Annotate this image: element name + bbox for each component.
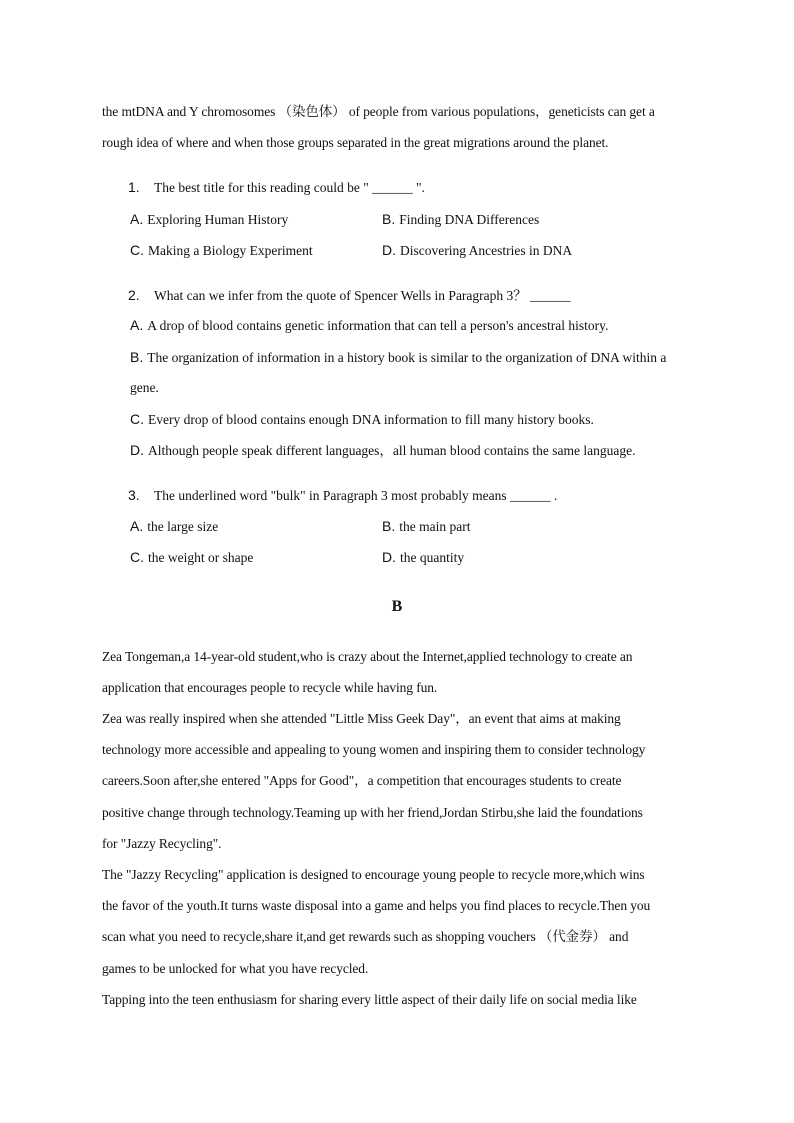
section-b-line: Zea was really inspired when she attended "Little Miss Geek Day"，an event that aims at making: [102, 711, 621, 726]
question-1-option-b: B. Finding DNA Differences: [382, 211, 540, 227]
section-b-line: the favor of the youth.It turns waste disposal into a game and helps you find places to recycle.Then you: [102, 898, 651, 913]
question-3-stem: [128, 486, 557, 505]
section-b-line: application that encourages people to recycle while having fun.: [102, 680, 438, 695]
section-b-line: for "Jazzy Recycling".: [102, 836, 222, 851]
section-b-line: Tapping into the teen enthusiasm for sharing every little aspect of their daily life on social media like: [102, 992, 637, 1007]
question-2-text: What can we infer from the quote of Spencer Wells in Paragraph 3？ ______: [154, 288, 571, 303]
question-1-stem: [128, 178, 425, 197]
question-3-option-b: B. the main part: [382, 518, 471, 534]
section-b-line: scan what you need to recycle,share it,and get rewards such as shopping vouchers （代金券） and: [102, 929, 629, 944]
passage-a-line-2: rough idea of where and when those groups separated in the great migrations around the planet.: [102, 135, 609, 150]
question-1-number: 1.: [128, 179, 140, 195]
question-2-number: 2.: [128, 287, 140, 303]
question-3-option-d: D. the quantity: [382, 549, 465, 565]
question-2-option-a: A. A drop of blood contains genetic information that can tell a person's ancestral history.: [130, 317, 609, 333]
section-b-line: games to be unlocked for what you have recycled.: [102, 961, 369, 976]
section-b-line: technology more accessible and appealing to young women and inspiring them to consider technology: [102, 742, 646, 757]
question-1-text: The best title for this reading could be " ______ ".: [154, 180, 425, 195]
question-3-option-a: A. the large size: [130, 518, 219, 534]
question-2-option-b-continued: gene.: [130, 380, 159, 395]
question-3-number: 3.: [128, 487, 140, 503]
section-b-line: The "Jazzy Recycling" application is designed to encourage young people to recycle more,which wins: [102, 867, 645, 882]
question-3-option-c: C. the weight or shape: [130, 549, 254, 565]
section-b-heading: B: [391, 598, 403, 615]
section-b-line: careers.Soon after,she entered "Apps for Good"，a competition that encourages students to create: [102, 773, 622, 788]
question-1-option-a: A. Exploring Human History: [130, 211, 289, 227]
question-2-stem: [128, 286, 571, 305]
question-2-option-c: C. Every drop of blood contains enough DNA information to fill many history books.: [130, 411, 594, 427]
question-3-text: The underlined word "bulk" in Paragraph 3 most probably means ______ .: [154, 488, 558, 503]
section-b-line: positive change through technology.Teaming up with her friend,Jordan Stirbu,she laid the foundations: [102, 805, 643, 820]
question-1-option-d: D. Discovering Ancestries in DNA: [382, 242, 573, 258]
question-2-option-b: B. The organization of information in a history book is similar to the organization of DNA within a: [130, 349, 667, 365]
section-b-line: Zea Tongeman,a 14-year-old student,who is crazy about the Internet,applied technology to create an: [102, 649, 633, 664]
question-2-option-d: D. Although people speak different languages，all human blood contains the same language.: [130, 442, 636, 458]
question-1-option-c: C. Making a Biology Experiment: [130, 242, 313, 258]
passage-a-line-1: the mtDNA and Y chromosomes （染色体） of people from various populations，geneticists can get a: [102, 104, 655, 119]
